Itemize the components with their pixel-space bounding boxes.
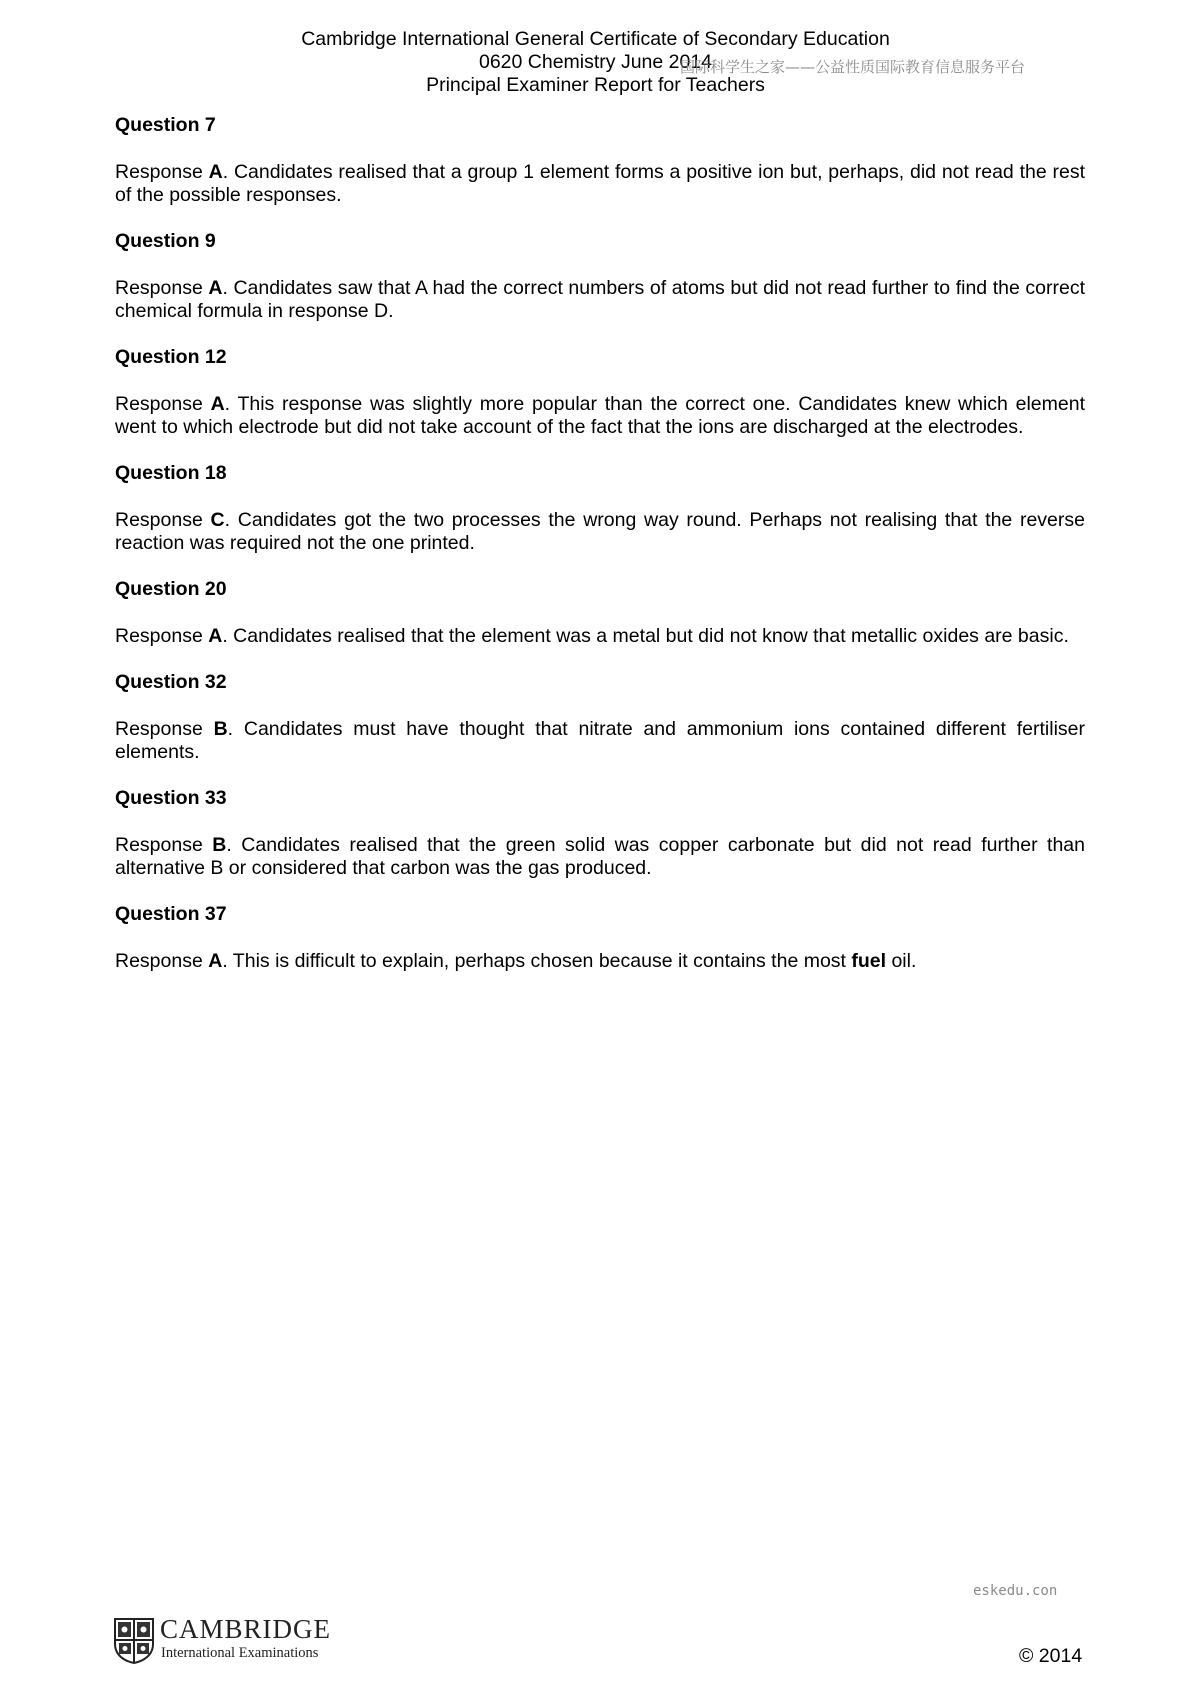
response-suffix: oil. (886, 950, 917, 972)
response-text: . Candidates got the two processes the wrong way round. Perhaps not realising that the reverse reaction was required not the one printed. (115, 509, 1085, 554)
response-letter: C (210, 509, 225, 531)
response-prefix: Response (115, 277, 209, 299)
question-title: Question 33 (115, 787, 227, 809)
question-title: Question 20 (115, 578, 227, 600)
watermark-site: eskedu.con (973, 1583, 1058, 1599)
response-letter: B (213, 718, 228, 740)
question-title: Question 9 (115, 230, 216, 252)
response-text: . Candidates realised that a group 1 element forms a positive ion but, perhaps, did not read the rest of the possible responses. (115, 161, 1085, 206)
logo-name: CAMBRIDGE (160, 1614, 332, 1644)
emphasis-word: fuel (851, 950, 887, 972)
report-body (115, 114, 1085, 996)
response-letter: A (208, 625, 223, 647)
response-prefix: Response (115, 834, 213, 856)
header-line-2: 0620 Chemistry June 2014 (478, 51, 713, 73)
response-prefix: Response (115, 161, 209, 183)
question-title: Question 12 (115, 346, 227, 368)
response-letter: A (210, 393, 225, 415)
question-response (115, 393, 1085, 439)
logo-subtitle: International Examinations (161, 1645, 319, 1661)
question-response (115, 161, 1085, 207)
response-prefix: Response (115, 625, 209, 647)
shield-icon (114, 1618, 154, 1664)
watermark-top: 国际科学生之家——公益性质国际教育信息服务平台 (680, 58, 1026, 76)
question-response (115, 625, 1085, 648)
question-response (115, 718, 1085, 764)
response-prefix: Response (115, 718, 214, 740)
response-prefix: Response (115, 950, 209, 972)
question-response (115, 834, 1085, 880)
question-response (115, 509, 1085, 555)
question-response (115, 950, 1085, 973)
response-text: . This response was slightly more popular than the correct one. Candidates knew which element went to which electrode but did not take account of the fact that the ions are discharged at the electrodes. (115, 393, 1085, 438)
response-letter: B (212, 834, 227, 856)
header-line-1: Cambridge International General Certificate of Secondary Education (301, 28, 890, 50)
question-title: Question 37 (115, 903, 227, 925)
question-title: Question 18 (115, 462, 227, 484)
response-text: . Candidates realised that the green solid was copper carbonate but did not read further than alternative B or considered that carbon was the gas produced. (115, 834, 1085, 879)
response-text: . Candidates must have thought that nitrate and ammonium ions contained different fertiliser elements. (115, 718, 1085, 763)
response-text: . This is difficult to explain, perhaps chosen because it contains the most (222, 950, 852, 972)
question-title: Question 7 (115, 114, 216, 136)
response-letter: A (208, 277, 223, 299)
response-letter: A (208, 950, 223, 972)
copyright: © 2014 (1019, 1645, 1083, 1667)
response-text: . Candidates saw that A had the correct numbers of atoms but did not read further to find the correct chemical formula in response D. (115, 277, 1085, 322)
response-text: . Candidates realised that the element was a metal but did not know that metallic oxides are basic. (222, 625, 1069, 647)
cambridge-logo (114, 1614, 354, 1666)
question-response (115, 277, 1085, 323)
question-title: Question 32 (115, 671, 227, 693)
header-line-3: Principal Examiner Report for Teachers (426, 74, 765, 96)
response-letter: A (208, 161, 223, 183)
response-prefix: Response (115, 509, 211, 531)
response-prefix: Response (115, 393, 211, 415)
